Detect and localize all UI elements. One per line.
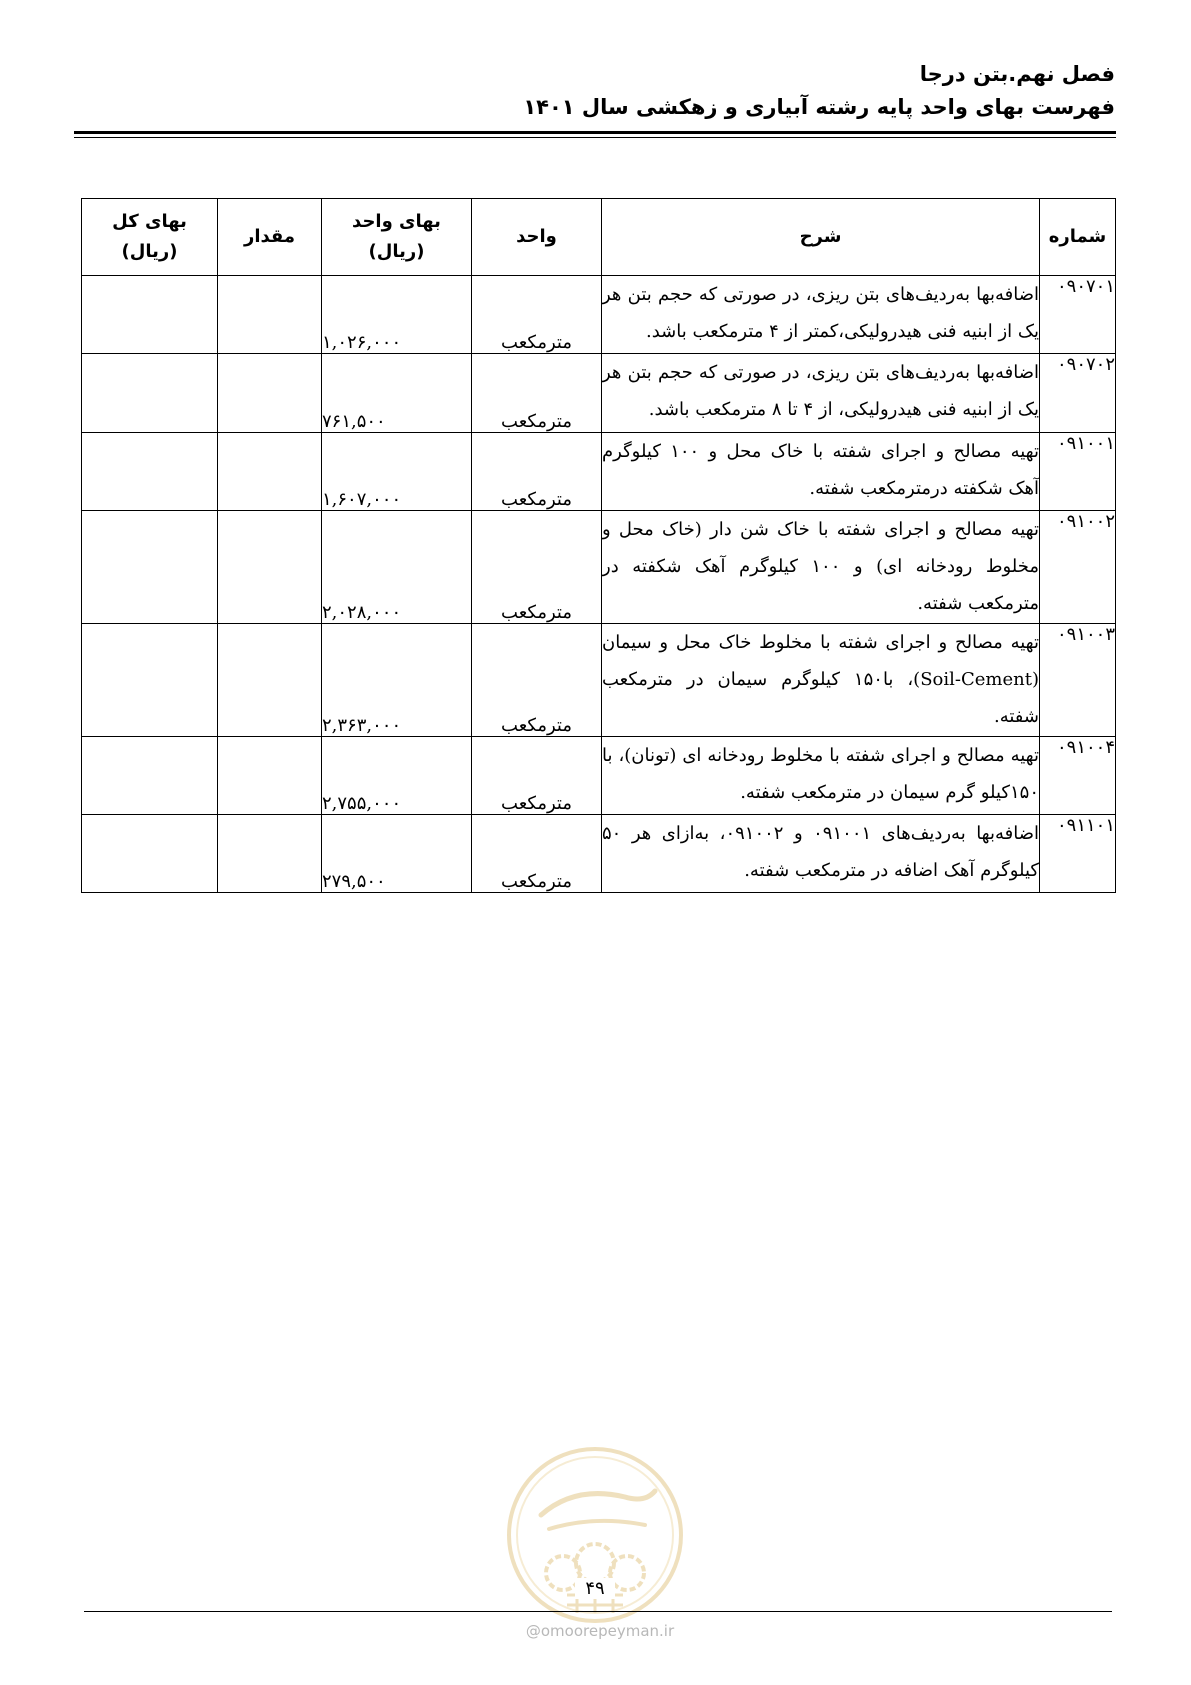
page-header	[75, 58, 1115, 124]
col-header-total: بهای کل (ریال)	[82, 199, 218, 276]
row-unit-price: ۲,۷۵۵,۰۰۰	[322, 737, 472, 815]
row-unit-price: ۲۷۹,۵۰۰	[322, 815, 472, 893]
unit-price-table	[81, 198, 1116, 893]
row-unit-price: ۱,۶۰۷,۰۰۰	[322, 433, 472, 511]
row-quantity	[218, 354, 322, 433]
row-description: تهیه مصالح و اجرای شفته با مخلوط رودخانه ای (تونان)، با ۱۵۰کیلو گرم سیمان در مترمکعب شفته.	[602, 737, 1040, 815]
col-header-unit-price	[322, 199, 472, 276]
row-quantity	[218, 276, 322, 354]
table-header-row	[82, 199, 1116, 276]
row-unit: مترمکعب	[472, 624, 602, 737]
row-code: ۰۹۱۱۰۱	[1040, 815, 1116, 893]
row-total	[82, 737, 218, 815]
row-unit: مترمکعب	[472, 433, 602, 511]
row-description: تهیه مصالح و اجرای شفته با خاک شن دار (خاک محل و مخلوط رودخانه ای) و ۱۰۰ کیلوگرم آهک شکفته در مترمکعب شفته.	[602, 511, 1040, 624]
row-description: تهیه مصالح و اجرای شفته با مخلوط خاک محل و سیمان (Soil-Cement)، با۱۵۰ کیلوگرم سیمان در مترمکعب شفته.	[602, 624, 1040, 737]
row-description: تهیه مصالح و اجرای شفته با خاک محل و ۱۰۰ کیلوگرم آهک شکفته درمترمکعب شفته.	[602, 433, 1040, 511]
row-total	[82, 276, 218, 354]
row-total	[82, 624, 218, 737]
row-total	[82, 354, 218, 433]
row-total	[82, 815, 218, 893]
row-unit: مترمکعب	[472, 276, 602, 354]
row-unit: مترمکعب	[472, 354, 602, 433]
row-description: اضافه‌بها به‌ردیف‌های ۰۹۱۰۰۱ و ۰۹۱۰۰۲، به‌ازای هر ۵۰ کیلوگرم آهک اضافه در مترمکعب شفته.	[602, 815, 1040, 893]
site-watermark-text: @omoorepeyman.ir	[525, 1622, 675, 1640]
row-unit-price: ۲,۳۶۳,۰۰۰	[322, 624, 472, 737]
table-row	[82, 511, 1116, 624]
row-unit-price: ۷۶۱,۵۰۰	[322, 354, 472, 433]
row-quantity	[218, 433, 322, 511]
table-row	[82, 737, 1116, 815]
col-header-code: شماره	[1040, 199, 1116, 276]
header-rule-thick	[74, 131, 1116, 134]
footer-rule	[84, 1611, 1112, 1612]
row-code: ۰۹۱۰۰۱	[1040, 433, 1116, 511]
unit-price-currency: (ریال)	[368, 241, 425, 262]
table-row	[82, 815, 1116, 893]
row-code: ۰۹۱۰۰۲	[1040, 511, 1116, 624]
row-total	[82, 511, 218, 624]
chapter-title: فصل نهم.بتن درجا	[919, 62, 1115, 86]
header-rule-thin	[74, 137, 1116, 138]
row-code: ۰۹۱۰۰۴	[1040, 737, 1116, 815]
row-unit: مترمکعب	[472, 511, 602, 624]
row-code: ۰۹۰۷۰۲	[1040, 354, 1116, 433]
row-quantity	[218, 624, 322, 737]
row-quantity	[218, 815, 322, 893]
row-description: اضافه‌بها به‌ردیف‌های بتن ریزی، در صورتی که حجم بتن هر یک از ابنیه فنی هیدرولیکی،کمتر از ۴ مترمکعب باشد.	[602, 276, 1040, 354]
table-row	[82, 354, 1116, 433]
table-row	[82, 624, 1116, 737]
row-quantity	[218, 737, 322, 815]
table-row	[82, 433, 1116, 511]
row-code: ۰۹۱۰۰۳	[1040, 624, 1116, 737]
row-description: اضافه‌بها به‌ردیف‌های بتن ریزی، در صورتی که حجم بتن هر یک از ابنیه فنی هیدرولیکی، از ۴ تا ۸ مترمکعب باشد.	[602, 354, 1040, 433]
row-code: ۰۹۰۷۰۱	[1040, 276, 1116, 354]
col-header-unit: واحد	[472, 199, 602, 276]
row-total	[82, 433, 218, 511]
row-quantity	[218, 511, 322, 624]
row-unit: مترمکعب	[472, 815, 602, 893]
row-unit: مترمکعب	[472, 737, 602, 815]
page-number: ۴۹	[575, 1578, 615, 1599]
price-list-title: فهرست بهای واحد پایه رشته آبیاری و زهکشی سال ۱۴۰۱	[523, 95, 1115, 119]
table-row	[82, 276, 1116, 354]
row-unit-price: ۲,۰۲۸,۰۰۰	[322, 511, 472, 624]
col-header-quantity: مقدار	[218, 199, 322, 276]
row-unit-price: ۱,۰۲۶,۰۰۰	[322, 276, 472, 354]
col-header-description: شرح	[602, 199, 1040, 276]
unit-price-label: بهای واحد	[352, 211, 441, 232]
